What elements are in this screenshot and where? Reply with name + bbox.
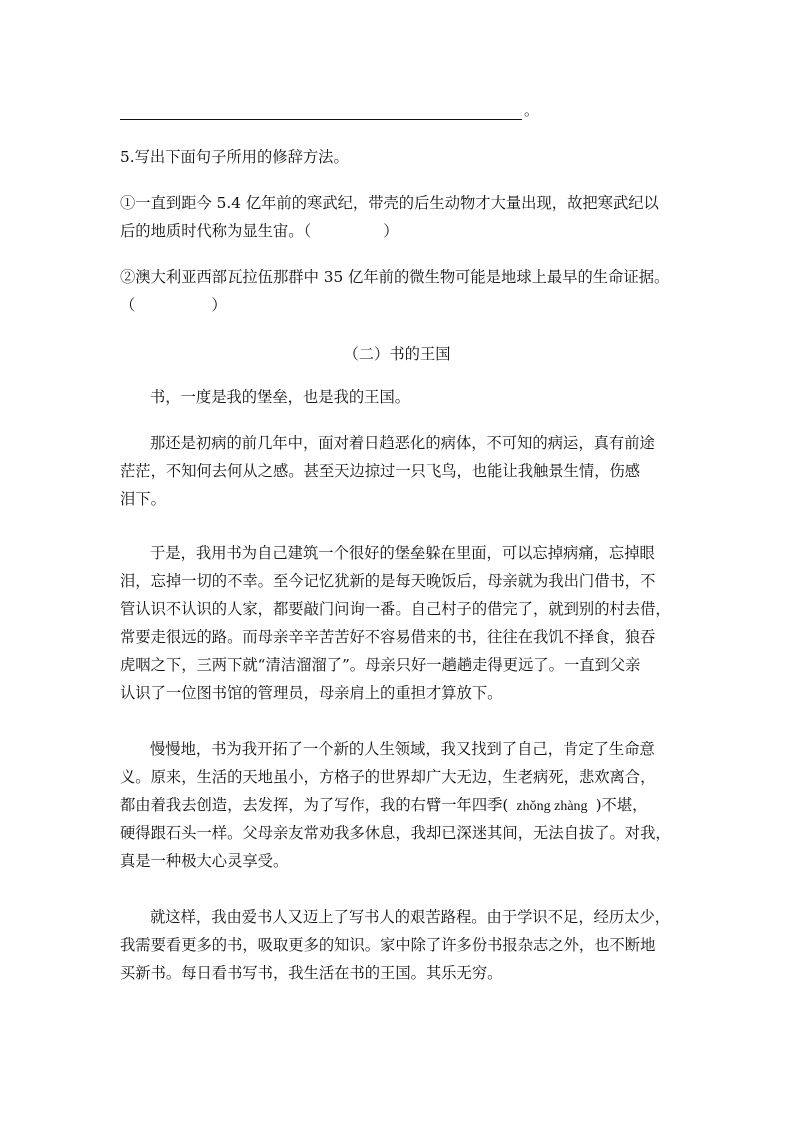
paragraph-2 xyxy=(120,429,710,513)
item-2-line-2 xyxy=(120,291,680,319)
question-5-heading-text: 5.写出下面句子所用的修辞方法。 xyxy=(120,148,349,166)
paragraph-line-with-pinyin: 都由着我去创造，去发挥，为了写作，我的右臂一年四季( zhǒng zhàng )不堪， xyxy=(120,796,648,814)
pinyin-annotation: zhǒng zhàng xyxy=(516,799,588,814)
paragraph-line: 就这样，我由爱书人又迈上了写书人的艰苦路程。由于学识不足，经历太少， xyxy=(150,908,671,926)
paragraph-3 xyxy=(120,539,710,707)
item-1-line-2: 后的地质时代称为显生宙。（ ） xyxy=(120,222,399,240)
paragraph-line: 慢慢地，书为我开拓了一个新的人生领域，我又找到了自己，肯定了生命意 xyxy=(150,740,655,758)
paragraph-line: 虎咽之下，三两下就“清洁溜溜了”。母亲只好一趟趟走得更远了。一直到父亲 xyxy=(120,656,641,674)
passage-title: （二）书的王国 xyxy=(343,345,451,363)
paragraph-1 xyxy=(120,383,710,411)
item-1-line-1: ①一直到距今 5.4 亿年前的寒武纪，带壳的后生动物才大量出现，故把寒武纪以 xyxy=(120,194,659,212)
paragraph-line: 义。原来，生活的天地虽小，方格子的世界却广大无边，生老病死，悲欢离合， xyxy=(120,768,656,786)
paragraph-4 xyxy=(120,735,710,875)
answer-blank-line xyxy=(120,103,522,120)
paragraph-line: 茫茫，不知何去何从之感。甚至天边掠过一只飞鸟，也能让我触景生情，伤感 xyxy=(120,462,641,480)
item-2-open-paren: （ xyxy=(120,296,136,314)
item-1-close-paren: ） xyxy=(383,222,399,240)
paragraph-line: 认识了一位图书馆的管理员，母亲肩上的重担才算放下。 xyxy=(120,684,503,702)
paragraph-line: 硬得跟石头一样。父母亲友常劝我多休息，我却已深迷其间，无法自拔了。对我， xyxy=(120,824,671,842)
item-2-close-paren: ） xyxy=(211,296,227,314)
paragraph-line: 书，一度是我的堡垒，也是我的王国。 xyxy=(150,388,411,406)
paragraph-line: 常要走很远的路。而母亲辛辛苦苦好不容易借来的书，往往在我饥不择食，狼吞 xyxy=(120,628,656,646)
question-5-item-2 xyxy=(120,263,680,319)
paragraph-line: 泪下。 xyxy=(120,490,166,508)
paragraph-line: 买新书。每日看书写书，我生活在书的王国。其乐无穷。 xyxy=(120,964,503,982)
paragraph-line: 我需要看更多的书，吸取更多的知识。家中除了许多份书报杂志之外，也不断地 xyxy=(120,936,656,954)
item-1-open-paren: （ xyxy=(303,222,312,240)
item-2-line-1: ②澳大利亚西部瓦拉伍那群中 35 亿年前的微生物可能是地球上最早的生命证据。 xyxy=(120,268,670,286)
answer-end-mark: 。 xyxy=(524,101,540,119)
question-5-heading xyxy=(120,143,680,171)
paragraph-line: 管认识不认识的人家，都要敲门问询一番。自己村子的借完了，就到别的村去借， xyxy=(120,600,671,618)
paragraph-line: 于是，我用书为自己建筑一个很好的堡垒躲在里面，可以忘掉病痛，忘掉眼 xyxy=(150,544,655,562)
paragraph-5 xyxy=(120,903,710,987)
paragraph-line: 那还是初病的前几年中，面对着日趋恶化的病体，不可知的病运，真有前途 xyxy=(150,434,655,452)
question-5-item-1 xyxy=(120,189,680,245)
paragraph-line: 真是一种极大心灵享受。 xyxy=(120,852,289,870)
paragraph-line: 泪，忘掉一切的不幸。至今记忆犹新的是每天晚饭后，母亲就为我出门借书，不 xyxy=(120,572,656,590)
